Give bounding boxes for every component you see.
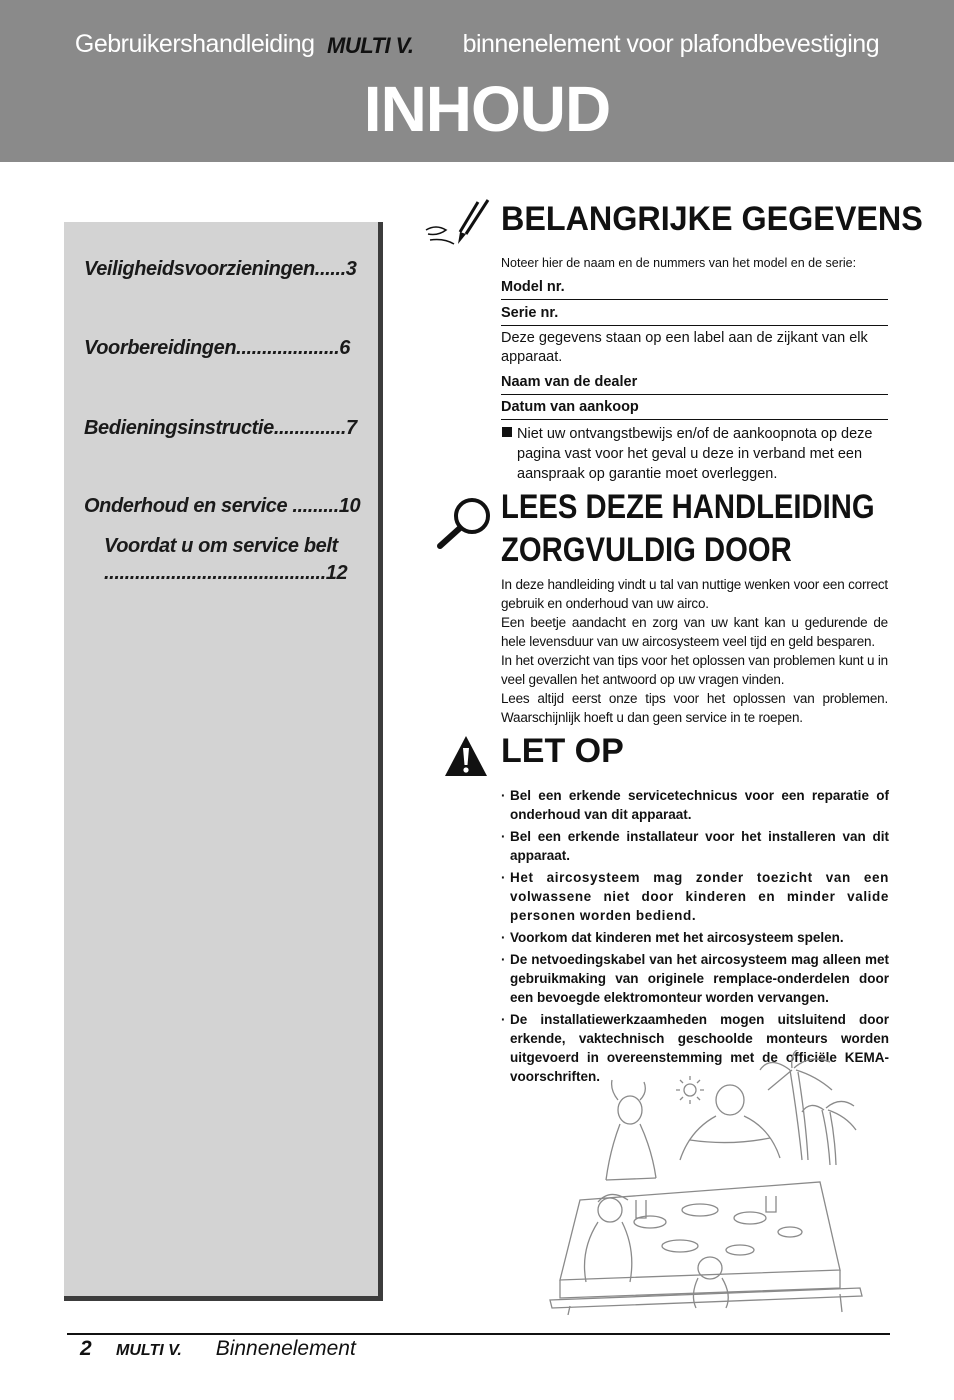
toc-item-service[interactable]: Voordat u om service belt bbox=[104, 535, 338, 557]
letop-item: · Het aircosysteem mag zonder toezicht van een volwassene niet door kinderen en minder valide personen worden bediend. bbox=[501, 868, 889, 925]
footer-rule bbox=[67, 1333, 890, 1335]
logo-text: MULTI V. bbox=[326, 33, 414, 59]
lees-body bbox=[501, 575, 888, 727]
toc-item-bediening[interactable]: Bedieningsinstructie..............7 bbox=[84, 417, 357, 439]
letop-title: LET OP bbox=[501, 732, 624, 770]
picnic-illustration bbox=[540, 1050, 870, 1315]
lees-paragraph-2: Een beetje aandacht en zorg van uw kant kan u gedurende de hele levensduur van uw aircosysteem veel tijd en geld besparen. bbox=[501, 615, 888, 649]
receipt-note-text: Niet uw ontvangstbewijs en/of de aankoopnota op deze pagina vast voor het geval u deze in verband met een aanspraak op garantie moet overleggen. bbox=[517, 426, 873, 482]
magnifier-icon bbox=[434, 496, 496, 552]
letop-item: · Bel een erkende installateur voor het installeren van dit apparaat. bbox=[501, 827, 889, 865]
model-field[interactable]: Model nr. bbox=[501, 279, 888, 300]
toc-item-voorbereidingen[interactable]: Voorbereidingen....................6 bbox=[84, 337, 351, 359]
letop-item: · De netvoedingskabel van het aircosysteem mag alleen met gebruikmaking van originele remplace-onderdelen door een bevoegde elektromonteur worden vervangen. bbox=[501, 950, 889, 1007]
footer bbox=[80, 1337, 356, 1361]
lees-paragraph-4: Lees altijd eerst onze tips voor het oplossen van problemen. Waarschijnlijk hoeft u dan geen service in te roepen. bbox=[501, 691, 888, 725]
belangrijke-title: BELANGRIJKE GEGEVENS bbox=[501, 200, 923, 238]
lees-title-line2: ZORGVULDIG DOOR bbox=[501, 531, 792, 569]
pen-writing-icon bbox=[422, 196, 494, 254]
lees-paragraph-1: In deze handleiding vindt u tal van nuttige wenken voor een correct gebruik en onderhoud van uw airco. bbox=[501, 577, 888, 611]
header-banner bbox=[0, 0, 954, 162]
footer-multi-v-logo bbox=[116, 1340, 208, 1358]
letop-item: · De installatiewerkzaamheden mogen uitsluitend door erkende, vaktechnisch geschoolde monteurs worden uitgevoerd in overeenstemming met de officiële KEMA-voorschriften. bbox=[501, 1010, 889, 1086]
serie-field[interactable]: Serie nr. bbox=[501, 305, 888, 326]
subtitle-right: binnenelement voor plafondbevestiging bbox=[462, 30, 880, 58]
multi-v-logo bbox=[325, 32, 453, 58]
toc-item-onderhoud[interactable]: Onderhoud en service .........10 bbox=[84, 495, 361, 517]
lees-title bbox=[501, 486, 875, 572]
lees-title-line1: LEES DEZE HANDLEIDING bbox=[501, 488, 875, 526]
lees-paragraph-3: In het overzicht van tips voor het oplossen van problemen kunt u in veel gevallen het antwoord op uw vragen vinden. bbox=[501, 653, 888, 687]
warning-triangle-icon bbox=[443, 734, 489, 778]
header-subtitle bbox=[0, 30, 954, 59]
letop-item: · Voorkom dat kinderen met het aircosysteem spelen. bbox=[501, 928, 889, 947]
page-number: 2 bbox=[80, 1337, 92, 1360]
square-bullet-icon bbox=[502, 427, 512, 437]
toc-item-veiligheid[interactable]: Veiligheidsvoorzieningen......3 bbox=[84, 258, 357, 280]
letop-item: · Bel een erkende servicetechnicus voor een reparatie of onderhoud van dit apparaat. bbox=[501, 786, 889, 824]
receipt-note bbox=[501, 424, 888, 484]
footer-label: Binnenelement bbox=[215, 1337, 356, 1360]
datum-field[interactable]: Datum van aankoop bbox=[501, 399, 888, 420]
toc-item-service-page[interactable]: ...........................................12 bbox=[104, 562, 348, 584]
table-of-contents bbox=[64, 222, 383, 1301]
subtitle-left: Gebruikershandleiding bbox=[74, 30, 315, 58]
belangrijke-intro: Noteer hier de naam en de nummers van het model en de serie: bbox=[501, 256, 857, 270]
page-title: INHOUD bbox=[363, 73, 611, 145]
dealer-field[interactable]: Naam van de dealer bbox=[501, 374, 888, 395]
label-note: Deze gegevens staan op een label aan de zijkant van elk apparaat. bbox=[501, 330, 868, 365]
footer-logo-text: MULTI V. bbox=[115, 1342, 182, 1359]
letop-list bbox=[501, 786, 889, 1089]
